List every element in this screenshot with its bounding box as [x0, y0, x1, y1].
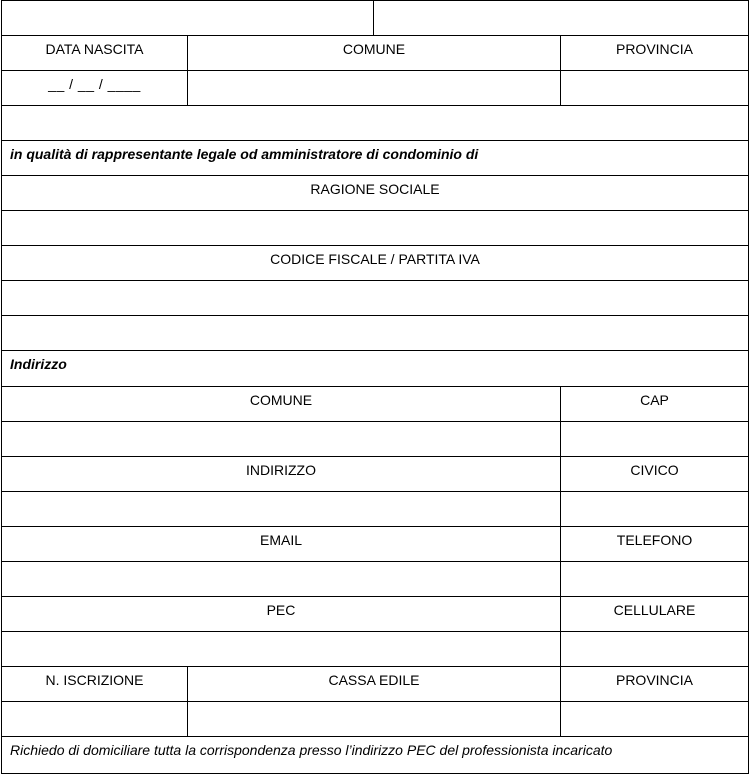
company-name-header [1, 175, 749, 211]
blank-row-field[interactable] [1, 105, 749, 141]
street-header [1, 456, 561, 492]
phone-header [560, 526, 749, 562]
birth-date-label: DATA NASCITA [45, 41, 144, 57]
birth-province-field[interactable] [560, 70, 749, 106]
address-section-row [1, 350, 749, 387]
registration-number-field[interactable] [1, 701, 188, 737]
email-label: EMAIL [259, 532, 302, 548]
phone-label: TELEFONO [616, 532, 693, 548]
pec-domicile-text: Richiedo di domiciliare tutta la corrispondenza presso l’indirizzo PEC del professionista incaricato [10, 742, 613, 758]
blank-row-field-2[interactable] [1, 315, 749, 351]
birth-date-header [1, 35, 188, 71]
street-number-field[interactable] [560, 491, 749, 527]
mobile-header [560, 596, 749, 632]
pec-domicile-row [1, 736, 749, 774]
birth-city-header [187, 35, 561, 71]
phone-field[interactable] [560, 561, 749, 597]
top-left-field[interactable] [1, 0, 374, 36]
tax-code-header [1, 245, 749, 281]
role-statement-row [1, 140, 749, 176]
company-name-label: RAGIONE SOCIALE [310, 181, 440, 197]
construction-fund-field[interactable] [187, 701, 561, 737]
role-statement-text: in qualità di rappresentante legale od amministratore di condominio di [10, 146, 479, 162]
fund-province-label: PROVINCIA [615, 672, 693, 688]
mobile-field[interactable] [560, 631, 749, 667]
birth-city-label: COMUNE [342, 41, 406, 57]
postal-code-label: CAP [640, 392, 669, 408]
email-field[interactable] [1, 561, 561, 597]
birth-date-placeholder: __ / __ / ____ [48, 76, 141, 92]
street-label: INDIRIZZO [246, 462, 316, 478]
email-header [1, 526, 561, 562]
birth-city-field[interactable] [187, 70, 561, 106]
company-name-field[interactable] [1, 210, 749, 246]
street-number-label: CIVICO [630, 462, 679, 478]
city-label: COMUNE [249, 392, 313, 408]
tax-code-field[interactable] [1, 280, 749, 316]
postal-code-field[interactable] [560, 421, 749, 457]
city-header [1, 386, 561, 422]
tax-code-label: CODICE FISCALE / PARTITA IVA [270, 251, 480, 267]
construction-fund-label: CASSA EDILE [328, 672, 420, 688]
fund-province-header [560, 666, 749, 702]
pec-label: PEC [266, 602, 296, 618]
pec-field[interactable] [1, 631, 561, 667]
birth-date-field[interactable] [1, 70, 188, 106]
fund-province-field[interactable] [560, 701, 749, 737]
registration-form [2, 1, 749, 775]
street-number-header [560, 456, 749, 492]
registration-number-header [1, 666, 188, 702]
postal-code-header [560, 386, 749, 422]
address-section-title: Indirizzo [10, 356, 67, 372]
top-right-field[interactable] [373, 0, 749, 36]
construction-fund-header [187, 666, 561, 702]
birth-province-label: PROVINCIA [615, 41, 693, 57]
registration-number-label: N. ISCRIZIONE [45, 672, 144, 688]
street-field[interactable] [1, 491, 561, 527]
birth-province-header [560, 35, 749, 71]
pec-header [1, 596, 561, 632]
mobile-label: CELLULARE [613, 602, 696, 618]
city-field[interactable] [1, 421, 561, 457]
